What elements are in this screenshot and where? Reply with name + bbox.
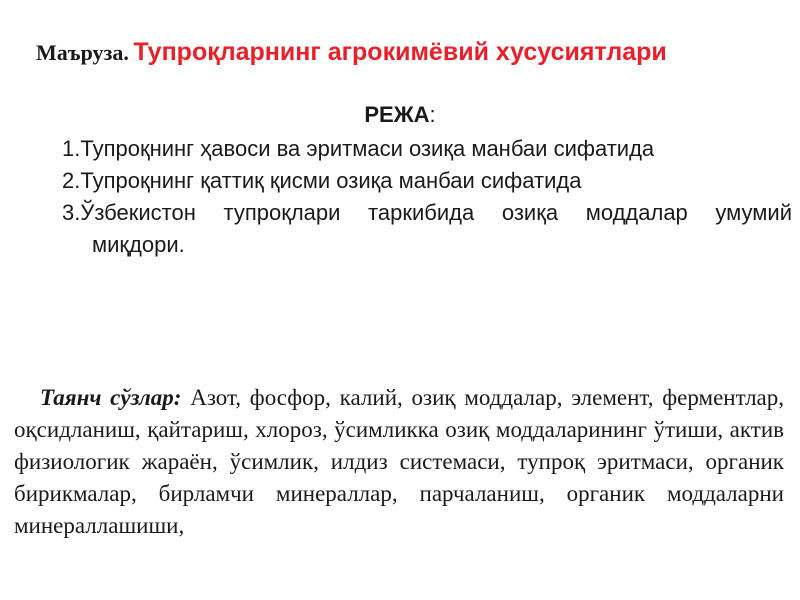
plan-item-3 [62, 197, 792, 261]
keywords-label: Таянч сўзлар: [40, 385, 182, 410]
plan-item-1 [62, 133, 792, 165]
plan-item-number: 2. [62, 168, 81, 193]
plan-item-number: 1. [62, 136, 81, 161]
plan-heading-label: РЕЖА [364, 102, 430, 127]
plan-item-text: Тупроқнинг ҳавоси ва эритмаси озиқа манбаи сифатида [80, 136, 655, 161]
plan-item-continuation: миқдори. [92, 232, 185, 257]
keywords-text: Азот, фосфор, калий, озиқ моддалар, элемент, ферментлар, оқсидланиш, қайтариш, хлороз, ўсимликка озиқ моддаларининг ўтиши, актив физиологик жараён, ўсимлик, илдиз системаси, тупроқ эритмаси, органик бирикмалар, бирламчи минераллар, парчаланиш, органик моддаларни минераллашиши, [14, 385, 785, 538]
plan-list [62, 133, 792, 261]
keywords-paragraph [14, 382, 784, 542]
plan-item-number: 3. [62, 200, 81, 225]
plan-item-text: Ўзбекистон тупроқлари таркибида озиқа моддалар умумий [80, 200, 792, 225]
title-main: Тупроқларнинг агрокимёвий хусусиятлари [133, 38, 667, 66]
plan-heading [0, 102, 800, 128]
title-prefix: Маъруза. [36, 40, 129, 65]
plan-item-text: Тупроқнинг қаттиқ қисми озиқа манбаи сифатида [80, 168, 582, 193]
slide-title [36, 38, 786, 67]
plan-heading-colon: : [429, 102, 436, 127]
plan-item-2 [62, 165, 792, 197]
